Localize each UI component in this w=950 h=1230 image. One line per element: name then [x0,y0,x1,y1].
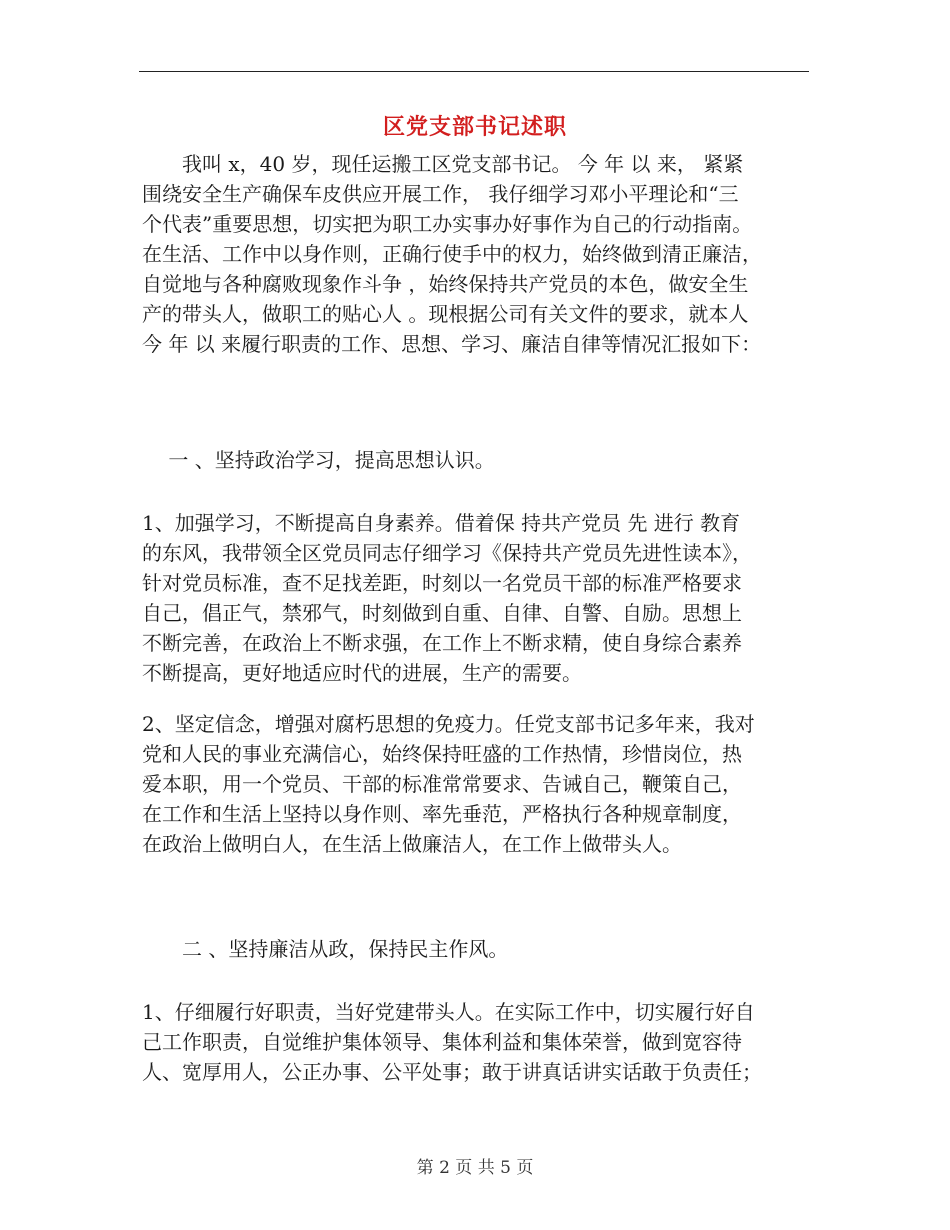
paragraph-3 [142,997,812,1087]
document-title: 区党支部书记述职 [382,114,567,140]
text-line: 在工作和生活上坚持以身作则、率先垂范，严格执行各种规章制度， [142,802,742,826]
text-line: 人、宽厚用人，公正办事、公平处事；敢于讲真话讲实话敢于负责任； [142,1060,762,1084]
text-line: 爱本职，用一个党员、干部的标准常常要求、告诫自己，鞭策自己， [142,772,742,796]
paragraph-2 [142,709,812,859]
text-line: 的东风，我带领全区党员同志仔细学习《保持共产党员先进性读本》， [142,541,752,565]
text-line: 我叫 x，40 岁，现任运搬工区党支部书记。 今 年 以 来， 紧紧 [142,152,744,176]
text-line: 2、坚定信念，增强对腐朽思想的免疫力。任党支部书记多年来，我对 [142,712,755,736]
page-footer: 第 2 页 共 5 页 [416,1158,534,1178]
text-line: 在政治上做明白人，在生活上做廉洁人，在工作上做带头人。 [142,832,682,856]
text-line: 围绕安全生产确保车皮供应开展工作， 我仔细学习邓小平理论和“三 [142,182,739,206]
section-heading-1: 一 、坚持政治学习，提高思想认识。 [142,448,495,472]
text-line: 1、加强学习，不断提高自身素养。借着保 持共产党员 先 进行 教育 [142,511,741,535]
text-line: 1、仔细履行好职责，当好党建带头人。在实际工作中，切实履行好自 [142,1000,755,1024]
text-line: 个代表”重要思想，切实把为职工办实事办好事作为自己的行动指南。 [142,212,753,236]
text-line: 自己，倡正气，禁邪气，时刻做到自重、自律、自警、自励。思想上 [142,601,742,625]
paragraph-1 [142,508,812,688]
text-line: 在生活、工作中以身作则，正确行使手中的权力，始终做到清正廉洁， [142,242,762,266]
text-line: 党和人民的事业充满信心，始终保持旺盛的工作热情，珍惜岗位，热 [142,742,742,766]
section-heading-2: 二 、坚持廉洁从政，保持民主作风。 [142,937,509,961]
text-line: 不断提高，更好地适应时代的进展，生产的需要。 [142,661,582,685]
text-line: 己工作职责，自觉维护集体领导、集体利益和集体荣誉，做到宽容待 [142,1030,742,1054]
text-line: 产的带头人，做职工的贴心人 。现根据公司有关文件的要求，就本人 [142,302,749,326]
header-rule [139,71,809,72]
text-line: 自觉地与各种腐败现象作斗争 ，始终保持共产党员的本色，做安全生 [142,272,749,296]
intro-paragraph [142,149,812,359]
text-line: 今 年 以 来履行职责的工作、思想、学习、廉洁自律等情况汇报如下： [142,332,762,356]
text-line: 针对党员标准，查不足找差距，时刻以一名党员干部的标准严格要求 [142,571,742,595]
text-line: 不断完善，在政治上不断求强，在工作上不断求精，使自身综合素养 [142,631,742,655]
